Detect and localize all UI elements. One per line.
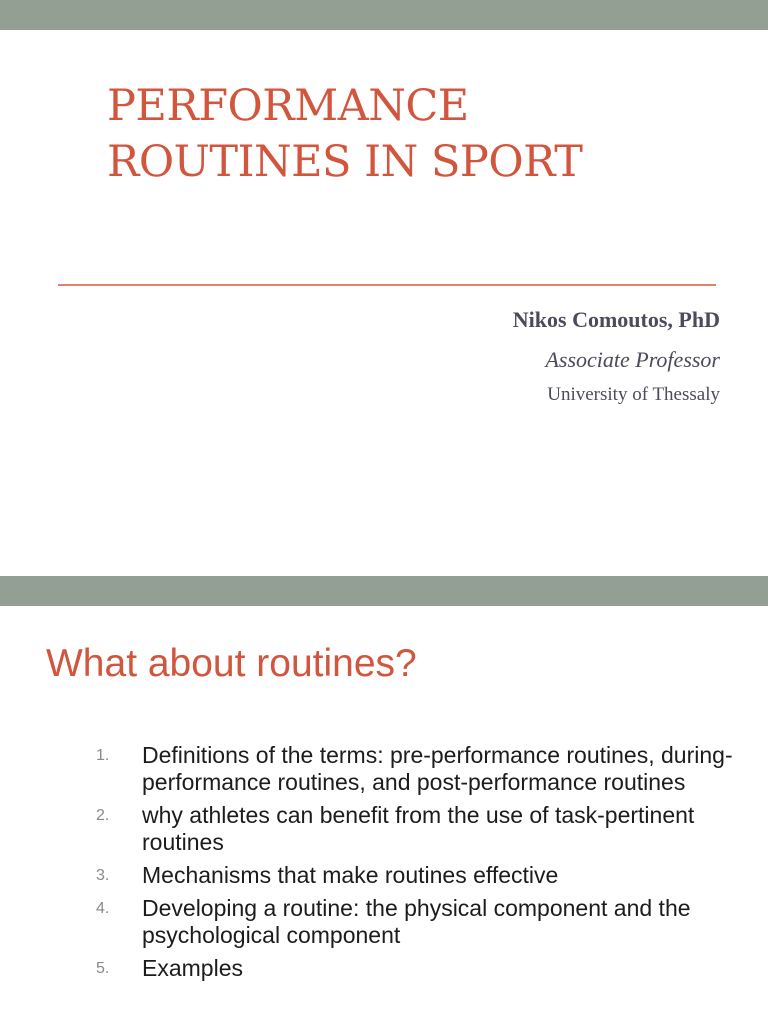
author-block (513, 305, 720, 409)
list-item (96, 742, 736, 796)
list-item-text: why athletes can benefit from the use of task-pertinent routines (142, 802, 695, 855)
author-affiliation: University of Thessaly (547, 384, 720, 405)
list-item (96, 895, 736, 949)
slide1-title-line-1: PERFORMANCE (107, 81, 469, 131)
author-name: Nikos Comoutos, PhD (512, 307, 720, 332)
slide1-title-line-2: ROUTINES IN SPORT (107, 137, 583, 187)
slide2-top-band (0, 576, 768, 606)
slide1-top-band (0, 0, 768, 30)
list-item-number: 2. (96, 807, 110, 824)
list-item-number: 5. (96, 960, 110, 977)
slide1-title (107, 78, 727, 190)
list-item-text: Examples (142, 955, 243, 981)
author-role: Associate Professor (545, 347, 720, 372)
list-item-number: 3. (96, 867, 110, 884)
list-item (96, 955, 736, 982)
list-item-text: Definitions of the terms: pre-performance routines, during-performance routines, and post-performance routines (142, 742, 733, 795)
topic-list (96, 742, 736, 988)
list-item-number: 1. (96, 747, 110, 764)
list-item-number: 4. (96, 900, 110, 917)
list-item (96, 862, 736, 889)
list-item (96, 802, 736, 856)
list-item-text: Mechanisms that make routines effective (142, 862, 559, 888)
slide2-title: What about routines? (46, 642, 417, 685)
title-divider (58, 284, 716, 286)
list-item-text: Developing a routine: the physical component and the psychological component (142, 895, 691, 948)
